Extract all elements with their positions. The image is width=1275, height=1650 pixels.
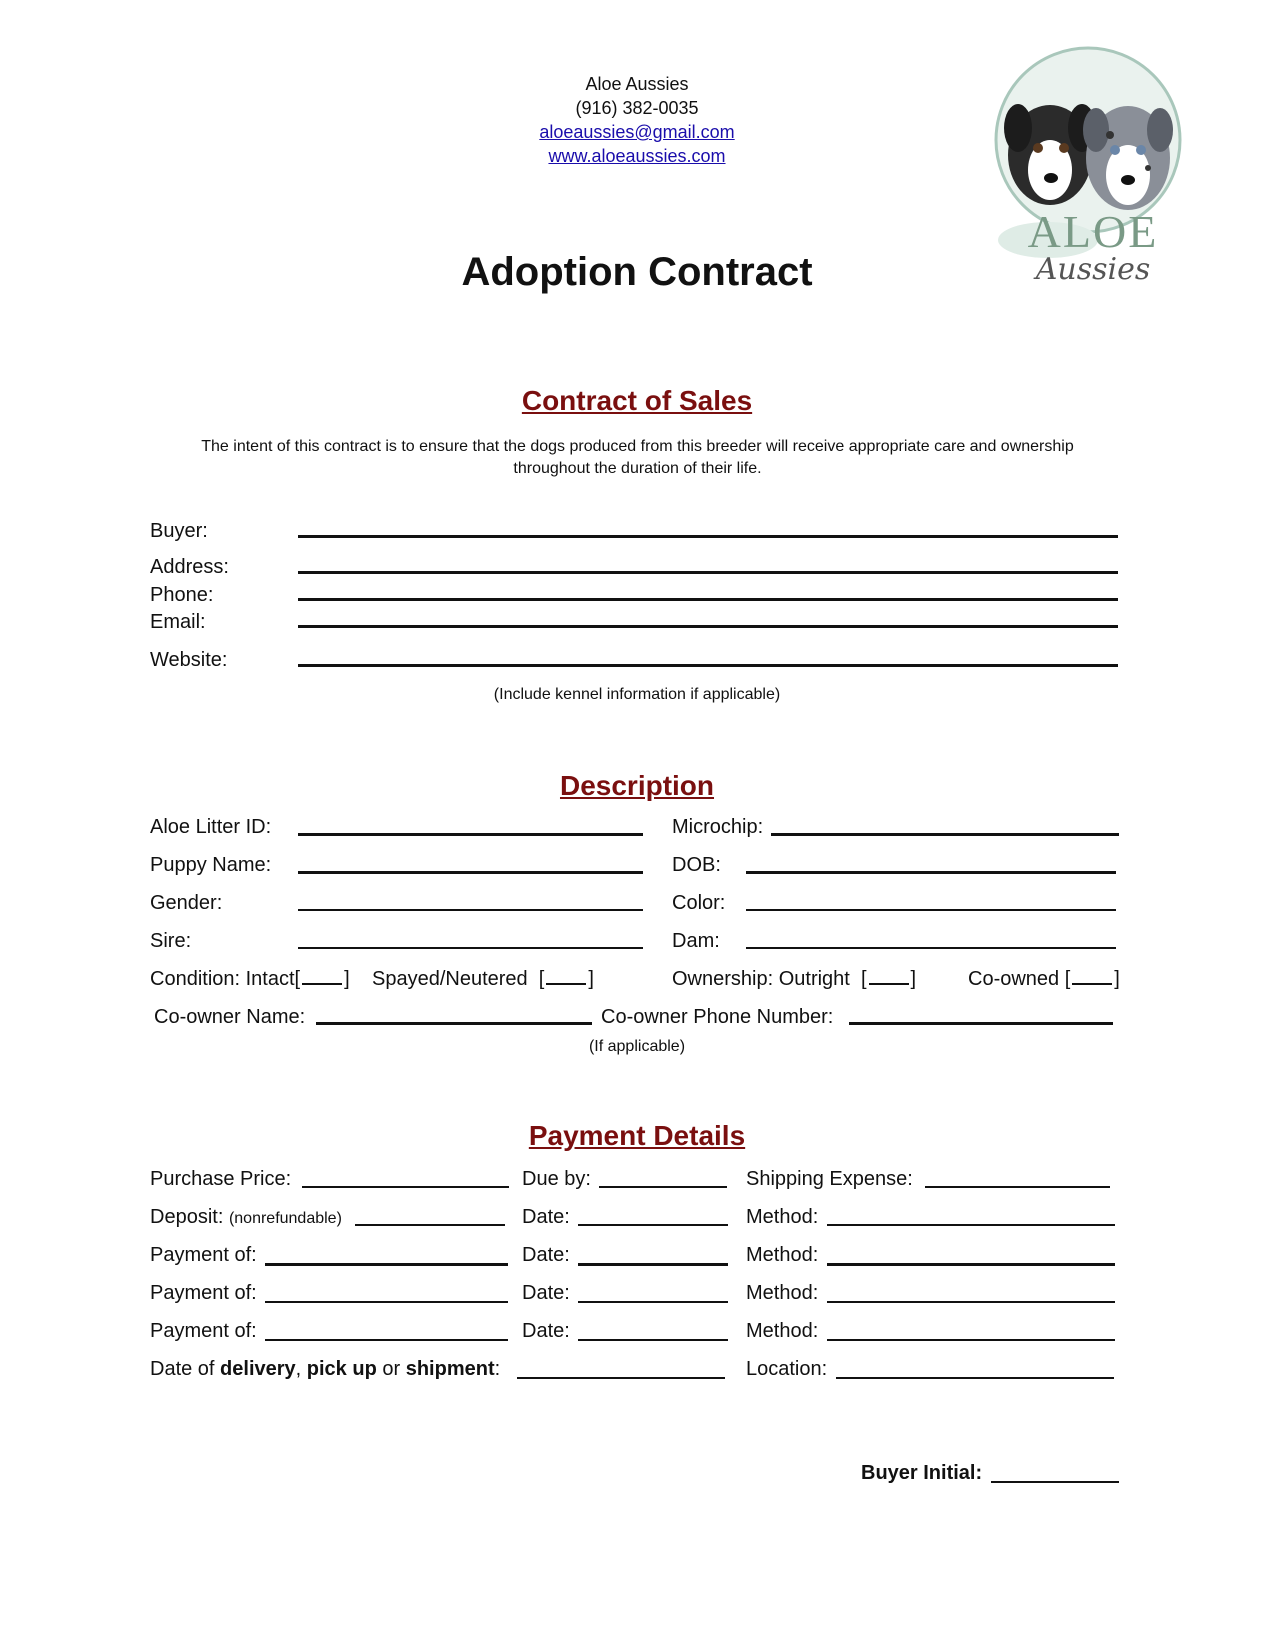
aloe-aussies-logo (978, 40, 1208, 300)
ownership-outright-label: Ownership: Outright (672, 968, 850, 990)
spayed-neutered-checkbox[interactable] (546, 969, 586, 985)
payment-1-field[interactable] (265, 1263, 508, 1266)
puppy-name-label: Puppy Name: (150, 854, 272, 876)
deposit-method-label: Method: (746, 1206, 819, 1228)
website-field[interactable] (298, 664, 1118, 667)
delivery-word: delivery (220, 1358, 296, 1380)
spayed-neutered-label: Spayed/Neutered (372, 968, 528, 990)
kennel-note: (Include kennel information if applicable) (493, 686, 781, 703)
location-field[interactable] (836, 1377, 1114, 1379)
intent-line-1: The intent of this contract is to ensure that the dogs produced from this breeder will receive appropriate care and ownership (201, 438, 1074, 455)
email-field[interactable] (298, 625, 1118, 628)
payment-1-method-label: Method: (746, 1244, 819, 1266)
microchip-field[interactable] (771, 833, 1119, 836)
coowner-name-label: Co-owner Name: (154, 1006, 306, 1028)
coowner-phone-label: Co-owner Phone Number: (601, 1006, 834, 1028)
condition-row (150, 968, 350, 991)
delivery-sep-2: or (376, 1358, 406, 1380)
payment-3-date-label: Date: (522, 1320, 570, 1342)
puppy-name-field[interactable] (298, 871, 643, 874)
payment-2-label: Payment of: (150, 1282, 257, 1304)
company-email-link[interactable]: aloeaussies@gmail.com (539, 122, 735, 142)
outright-checkbox[interactable] (869, 969, 909, 985)
due-by-label: Due by: (522, 1168, 591, 1190)
buyer-initial-field[interactable] (991, 1481, 1119, 1483)
payment-2-method-label: Method: (746, 1282, 819, 1304)
delivery-suffix: : (494, 1358, 501, 1380)
bracket-open: [ (860, 968, 867, 990)
purchase-price-field[interactable] (302, 1186, 509, 1188)
microchip-label: Microchip: (672, 816, 764, 838)
payment-2-date-field[interactable] (578, 1301, 728, 1303)
pick-up-word: pick up (306, 1358, 377, 1380)
bracket-open: [ (294, 968, 301, 990)
litter-id-label: Aloe Litter ID: (150, 816, 272, 838)
payment-2-date-label: Date: (522, 1282, 570, 1304)
gender-field[interactable] (298, 909, 643, 911)
bracket-open: [ (1064, 968, 1071, 990)
deposit-label: Deposit: (150, 1206, 224, 1228)
page-title: Adoption Contract (461, 250, 813, 294)
logo-text-aussies: Aussies (1035, 252, 1151, 287)
gender-label: Gender: (150, 892, 223, 914)
coowned-checkbox[interactable] (1072, 969, 1112, 985)
deposit-method-field[interactable] (827, 1224, 1115, 1226)
payment-1-label: Payment of: (150, 1244, 257, 1266)
intent-text (150, 436, 1125, 480)
company-phone: (916) 382-0035 (575, 98, 699, 118)
address-field[interactable] (298, 571, 1118, 574)
buyer-initial-label: Buyer Initial: (861, 1462, 983, 1484)
section-heading-payment-details: Payment Details (528, 1120, 746, 1151)
coowner-name-field[interactable] (316, 1022, 592, 1025)
intent-line-2: throughout the duration of their life. (513, 460, 762, 477)
dob-label: DOB: (672, 854, 721, 876)
deposit-date-label: Date: (522, 1206, 570, 1228)
buyer-label: Buyer: (150, 520, 208, 542)
shipping-expense-field[interactable] (925, 1186, 1110, 1188)
payment-2-field[interactable] (265, 1301, 508, 1303)
bracket-close: ] (344, 968, 350, 990)
website-label: Website: (150, 649, 228, 671)
section-heading-description: Description (559, 770, 715, 801)
payment-3-method-field[interactable] (827, 1339, 1115, 1341)
nonrefundable-note: (nonrefundable) (228, 1210, 342, 1227)
phone-field[interactable] (298, 598, 1118, 601)
deposit-field[interactable] (355, 1224, 505, 1226)
dam-field[interactable] (746, 947, 1116, 949)
payment-3-method-label: Method: (746, 1320, 819, 1342)
payment-1-method-field[interactable] (827, 1263, 1115, 1266)
sire-label: Sire: (150, 930, 192, 952)
bracket-close: ] (910, 968, 917, 990)
location-label: Location: (746, 1358, 828, 1380)
delivery-sep-1: , (295, 1358, 307, 1380)
payment-2-method-field[interactable] (827, 1301, 1115, 1303)
buyer-field[interactable] (298, 535, 1118, 538)
purchase-price-label: Purchase Price: (150, 1168, 292, 1190)
color-label: Color: (672, 892, 726, 914)
sire-field[interactable] (298, 947, 643, 949)
coowner-phone-field[interactable] (849, 1022, 1113, 1025)
bracket-close: ] (1114, 968, 1120, 990)
coowned-label: Co-owned (968, 968, 1060, 990)
shipment-word: shipment (405, 1358, 495, 1380)
phone-label: Phone: (150, 584, 214, 606)
address-label: Address: (150, 556, 229, 578)
coowned-row (968, 968, 1120, 991)
dam-label: Dam: (672, 930, 720, 952)
payment-3-label: Payment of: (150, 1320, 257, 1342)
company-website-link[interactable]: www.aloeaussies.com (548, 146, 726, 166)
bracket-close: ] (588, 968, 594, 990)
payment-3-date-field[interactable] (578, 1339, 728, 1341)
shipping-expense-label: Shipping Expense: (746, 1168, 913, 1190)
logo-text-aloe: ALOE (1027, 206, 1159, 257)
payment-3-field[interactable] (265, 1339, 508, 1341)
delivery-prefix: Date of (150, 1358, 221, 1380)
dob-field[interactable] (746, 871, 1116, 874)
condition-intact-label: Condition: Intact (150, 968, 295, 990)
litter-id-field[interactable] (298, 833, 643, 836)
color-field[interactable] (746, 909, 1116, 911)
ownership-row (672, 968, 916, 991)
section-heading-contract-of-sales: Contract of Sales (521, 385, 753, 416)
due-by-field[interactable] (599, 1186, 727, 1188)
delivery-date-field[interactable] (517, 1377, 725, 1379)
bracket-open: [ (538, 968, 545, 990)
intact-checkbox[interactable] (302, 969, 342, 985)
email-label: Email: (150, 611, 206, 633)
if-applicable-note: (If applicable) (588, 1038, 686, 1055)
deposit-row (150, 1206, 342, 1229)
company-name: Aloe Aussies (585, 74, 689, 94)
payment-1-date-label: Date: (522, 1244, 570, 1266)
delivery-date-label (150, 1358, 500, 1381)
payment-1-date-field[interactable] (578, 1263, 728, 1266)
deposit-date-field[interactable] (578, 1224, 728, 1226)
spayed-row (372, 968, 594, 991)
